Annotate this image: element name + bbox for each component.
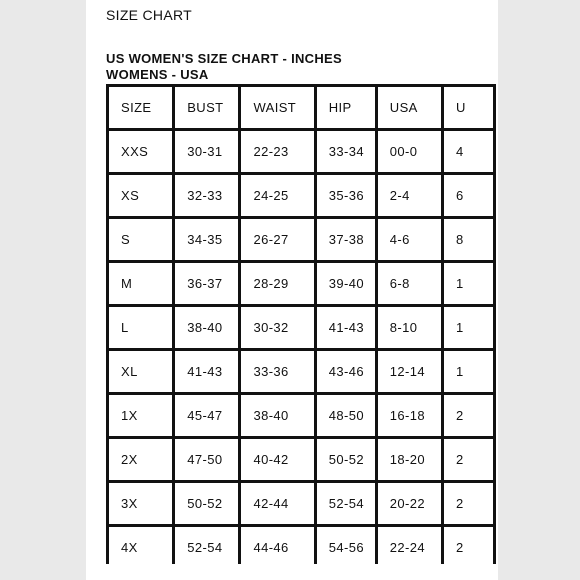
hip-cell: 50-52: [317, 439, 378, 483]
table-header-row: [109, 87, 496, 131]
waist-cell: 22-23: [241, 131, 316, 175]
usa-cell: 18-20: [378, 439, 444, 483]
waist-cell: 44-46: [241, 527, 316, 564]
waist-cell: 30-32: [241, 307, 316, 351]
bust-cell: 34-35: [175, 219, 241, 263]
cut-off-cell: 2: [444, 483, 496, 527]
usa-cell: 6-8: [378, 263, 444, 307]
cut-off-cell: 2: [444, 439, 496, 483]
waist-cell: 24-25: [241, 175, 316, 219]
cut-off-cell: 6: [444, 175, 496, 219]
header-cell-cut-off: U: [444, 87, 496, 131]
page-title: SIZE CHART: [106, 7, 192, 23]
chart-title: US WOMEN'S SIZE CHART - INCHES: [106, 51, 342, 66]
waist-cell: 28-29: [241, 263, 316, 307]
cut-off-cell: 8: [444, 219, 496, 263]
usa-cell: 8-10: [378, 307, 444, 351]
waist-cell: 40-42: [241, 439, 316, 483]
size-table: [106, 84, 496, 564]
cut-off-cell: 1: [444, 263, 496, 307]
size-cell: 1X: [109, 395, 175, 439]
size-cell: XS: [109, 175, 175, 219]
size-table-body: [109, 87, 496, 564]
table-row: [109, 307, 496, 351]
header-cell-usa: USA: [378, 87, 444, 131]
bust-cell: 36-37: [175, 263, 241, 307]
usa-cell: 00-0: [378, 131, 444, 175]
bust-cell: 41-43: [175, 351, 241, 395]
table-row: [109, 131, 496, 175]
size-cell: M: [109, 263, 175, 307]
chart-subtitle: WOMENS - USA: [106, 67, 209, 82]
usa-cell: 16-18: [378, 395, 444, 439]
bust-cell: 45-47: [175, 395, 241, 439]
table-row: [109, 351, 496, 395]
hip-cell: 35-36: [317, 175, 378, 219]
bust-cell: 52-54: [175, 527, 241, 564]
bust-cell: 50-52: [175, 483, 241, 527]
table-row: [109, 483, 496, 527]
bust-cell: 30-31: [175, 131, 241, 175]
size-cell: XXS: [109, 131, 175, 175]
usa-cell: 12-14: [378, 351, 444, 395]
cut-off-cell: 1: [444, 307, 496, 351]
table-row: [109, 395, 496, 439]
usa-cell: 20-22: [378, 483, 444, 527]
waist-cell: 38-40: [241, 395, 316, 439]
cut-off-cell: 4: [444, 131, 496, 175]
header-cell-bust: BUST: [175, 87, 241, 131]
size-cell: 4X: [109, 527, 175, 564]
header-cell-hip: HIP: [317, 87, 378, 131]
table-row: [109, 175, 496, 219]
bust-cell: 32-33: [175, 175, 241, 219]
hip-cell: 52-54: [317, 483, 378, 527]
size-cell: 2X: [109, 439, 175, 483]
waist-cell: 42-44: [241, 483, 316, 527]
header-cell-waist: WAIST: [241, 87, 316, 131]
size-cell: L: [109, 307, 175, 351]
size-cell: XL: [109, 351, 175, 395]
table-row: [109, 219, 496, 263]
cut-off-cell: 2: [444, 395, 496, 439]
table-row: [109, 263, 496, 307]
hip-cell: 43-46: [317, 351, 378, 395]
hip-cell: 41-43: [317, 307, 378, 351]
waist-cell: 33-36: [241, 351, 316, 395]
bust-cell: 38-40: [175, 307, 241, 351]
waist-cell: 26-27: [241, 219, 316, 263]
hip-cell: 48-50: [317, 395, 378, 439]
usa-cell: 2-4: [378, 175, 444, 219]
size-cell: 3X: [109, 483, 175, 527]
cut-off-cell: 2: [444, 527, 496, 564]
cut-off-cell: 1: [444, 351, 496, 395]
hip-cell: 37-38: [317, 219, 378, 263]
hip-cell: 39-40: [317, 263, 378, 307]
table-row: [109, 439, 496, 483]
size-cell: S: [109, 219, 175, 263]
hip-cell: 33-34: [317, 131, 378, 175]
size-table-container: [106, 84, 498, 564]
table-row: [109, 527, 496, 564]
bust-cell: 47-50: [175, 439, 241, 483]
usa-cell: 4-6: [378, 219, 444, 263]
size-chart-page: [86, 0, 498, 580]
hip-cell: 54-56: [317, 527, 378, 564]
header-cell-size: SIZE: [109, 87, 175, 131]
usa-cell: 22-24: [378, 527, 444, 564]
